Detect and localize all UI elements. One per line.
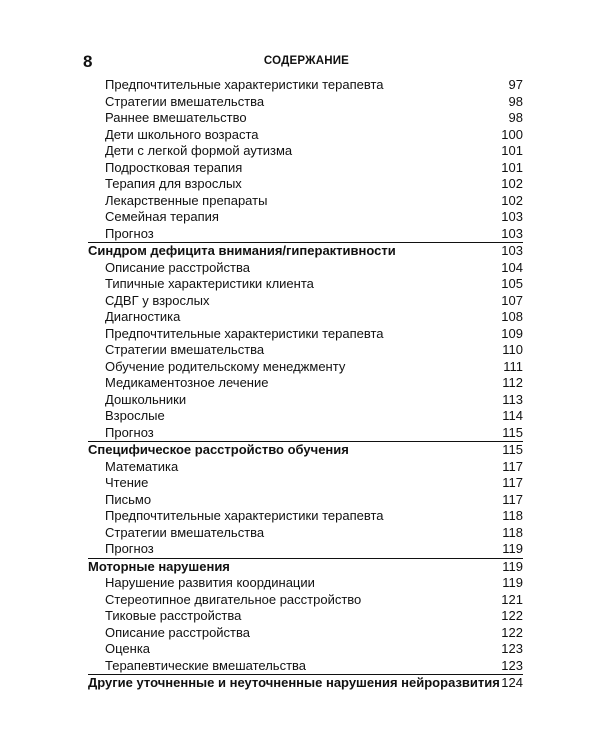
toc-entry-title: Прогноз: [105, 424, 154, 440]
toc-entry-title: Предпочтительные характеристики терапевта: [105, 325, 384, 341]
toc-entry-title: Стратегии вмешательства: [105, 524, 265, 540]
toc-entry-page: 114: [502, 408, 523, 423]
toc-entry-page: 123: [501, 641, 523, 656]
toc-entry-title: Предпочтительные характеристики терапевта: [105, 77, 384, 92]
toc-entry-page: 101: [501, 159, 523, 175]
toc-entry-page: 112: [502, 375, 523, 390]
toc-entry: [88, 541, 523, 558]
toc-entry-page: 118: [502, 508, 523, 523]
toc-entry-page: 101: [501, 143, 523, 158]
toc-entry-page: 98: [508, 93, 523, 109]
page-header: [83, 52, 530, 72]
toc-entry: [88, 592, 523, 609]
toc-entry: [88, 475, 523, 492]
toc-entry-page: 107: [501, 292, 523, 308]
toc-entry: [88, 375, 523, 392]
toc-entry-title: Тиковые расстройства: [105, 608, 242, 623]
toc-entry: [88, 625, 523, 642]
toc-entry-title: Раннее вмешательство: [105, 110, 247, 125]
running-title: СОДЕРЖАНИЕ: [263, 55, 350, 67]
toc-entry-title: Дети школьного возраста: [105, 126, 259, 142]
toc-section-entry: [88, 558, 523, 576]
toc-entry-title: Терапия для взрослых: [105, 176, 242, 191]
toc-entry-title: Специфическое расстройство обучения: [88, 442, 349, 457]
toc-entry-page: 117: [502, 458, 523, 474]
toc-entry: [88, 209, 523, 226]
toc-entry-page: 102: [501, 176, 523, 191]
toc-entry-title: СДВГ у взрослых: [105, 292, 210, 308]
toc-entry-title: Обучение родительскому менеджменту: [105, 358, 346, 374]
toc-entry: [88, 459, 523, 476]
toc-entry-page: 104: [501, 259, 523, 275]
toc-entry-page: 119: [502, 575, 523, 590]
toc-entry-page: 103: [501, 209, 523, 224]
toc-entry-page: 113: [502, 391, 523, 407]
toc-entry-page: 118: [502, 524, 523, 540]
toc-entry-page: 100: [501, 126, 523, 142]
toc-entry-title: Оценка: [105, 641, 151, 656]
toc-entry: [88, 110, 523, 127]
table-of-contents: [88, 77, 523, 692]
toc-entry-page: 97: [508, 77, 523, 92]
toc-section-entry: [88, 674, 523, 692]
toc-entry: [88, 425, 523, 442]
toc-entry: [88, 176, 523, 193]
toc-entry: [88, 508, 523, 525]
toc-entry-page: 109: [501, 325, 523, 341]
toc-entry: [88, 326, 523, 343]
toc-entry-title: Стратегии вмешательства: [105, 342, 265, 357]
toc-entry: [88, 260, 523, 277]
toc-entry-title: Нарушение развития координации: [105, 575, 315, 590]
toc-entry: [88, 641, 523, 658]
toc-entry: [88, 658, 523, 675]
toc-entry-title: Математика: [105, 458, 179, 474]
toc-entry-title: Стратегии вмешательства: [105, 93, 265, 109]
toc-entry-page: 119: [502, 541, 523, 556]
toc-entry-title: Взрослые: [105, 408, 165, 423]
toc-entry: [88, 525, 523, 542]
toc-entry-page: 115: [502, 424, 523, 440]
toc-entry-title: Моторные нарушения: [88, 558, 230, 574]
toc-entry-title: Дети с легкой формой аутизма: [105, 143, 293, 158]
toc-entry: [88, 342, 523, 359]
toc-entry-title: Лекарственные препараты: [105, 192, 268, 208]
toc-entry-title: Синдром дефицита внимания/гиперактивности: [88, 243, 396, 258]
toc-entry-page: 105: [501, 276, 523, 291]
toc-entry-title: Типичные характеристики клиента: [105, 276, 314, 291]
toc-entry-page: 103: [501, 225, 523, 241]
toc-entry-page: 119: [502, 558, 523, 574]
toc-entry-title: Прогноз: [105, 225, 154, 241]
toc-entry-title: Дошкольники: [105, 391, 187, 407]
toc-entry-title: Семейная терапия: [105, 209, 219, 224]
toc-entry-title: Диагностика: [105, 309, 181, 324]
toc-entry-page: 103: [501, 243, 523, 258]
toc-entry-page: 121: [501, 591, 523, 607]
toc-entry: [88, 77, 523, 94]
toc-entry: [88, 309, 523, 326]
toc-entry-page: 115: [502, 442, 523, 457]
toc-entry-page: 108: [501, 309, 523, 324]
toc-entry: [88, 226, 523, 243]
toc-entry-title: Предпочтительные характеристики терапевта: [105, 508, 384, 523]
toc-entry-title: Стереотипное двигательное расстройство: [105, 591, 362, 607]
toc-entry-title: Подростковая терапия: [105, 159, 243, 175]
toc-entry-title: Письмо: [105, 491, 152, 507]
toc-entry-title: Описание расстройства: [105, 259, 251, 275]
toc-entry-page: 102: [501, 192, 523, 208]
toc-entry-title: Прогноз: [105, 541, 154, 556]
toc-entry: [88, 608, 523, 625]
toc-entry: [88, 127, 523, 144]
toc-entry-page: 111: [503, 358, 523, 374]
toc-entry: [88, 276, 523, 293]
toc-entry-page: 98: [508, 110, 523, 125]
toc-section-entry: [88, 441, 523, 459]
toc-entry-page: 117: [502, 475, 523, 490]
toc-entry-title: Другие уточненные и неуточненные нарушения нейроразвития: [88, 675, 500, 690]
toc-entry-page: 122: [501, 624, 523, 640]
toc-entry: [88, 492, 523, 509]
toc-entry-title: Описание расстройства: [105, 624, 251, 640]
toc-entry: [88, 160, 523, 177]
toc-entry: [88, 193, 523, 210]
toc-entry-page: 110: [502, 342, 523, 357]
toc-entry-page: 124: [501, 675, 523, 690]
toc-entry: [88, 293, 523, 310]
toc-entry: [88, 408, 523, 425]
toc-entry: [88, 143, 523, 160]
toc-entry-page: 122: [501, 608, 523, 623]
toc-entry-title: Терапевтические вмешательства: [105, 657, 307, 673]
toc-entry-title: Медикаментозное лечение: [105, 375, 269, 390]
page-number: 8: [83, 52, 93, 71]
toc-entry: [88, 392, 523, 409]
toc-section-entry: [88, 242, 523, 260]
toc-entry: [88, 575, 523, 592]
toc-entry-title: Чтение: [105, 475, 149, 490]
toc-entry-page: 123: [501, 657, 523, 673]
toc-entry-page: 117: [502, 491, 523, 507]
toc-entry: [88, 359, 523, 376]
toc-entry: [88, 94, 523, 111]
